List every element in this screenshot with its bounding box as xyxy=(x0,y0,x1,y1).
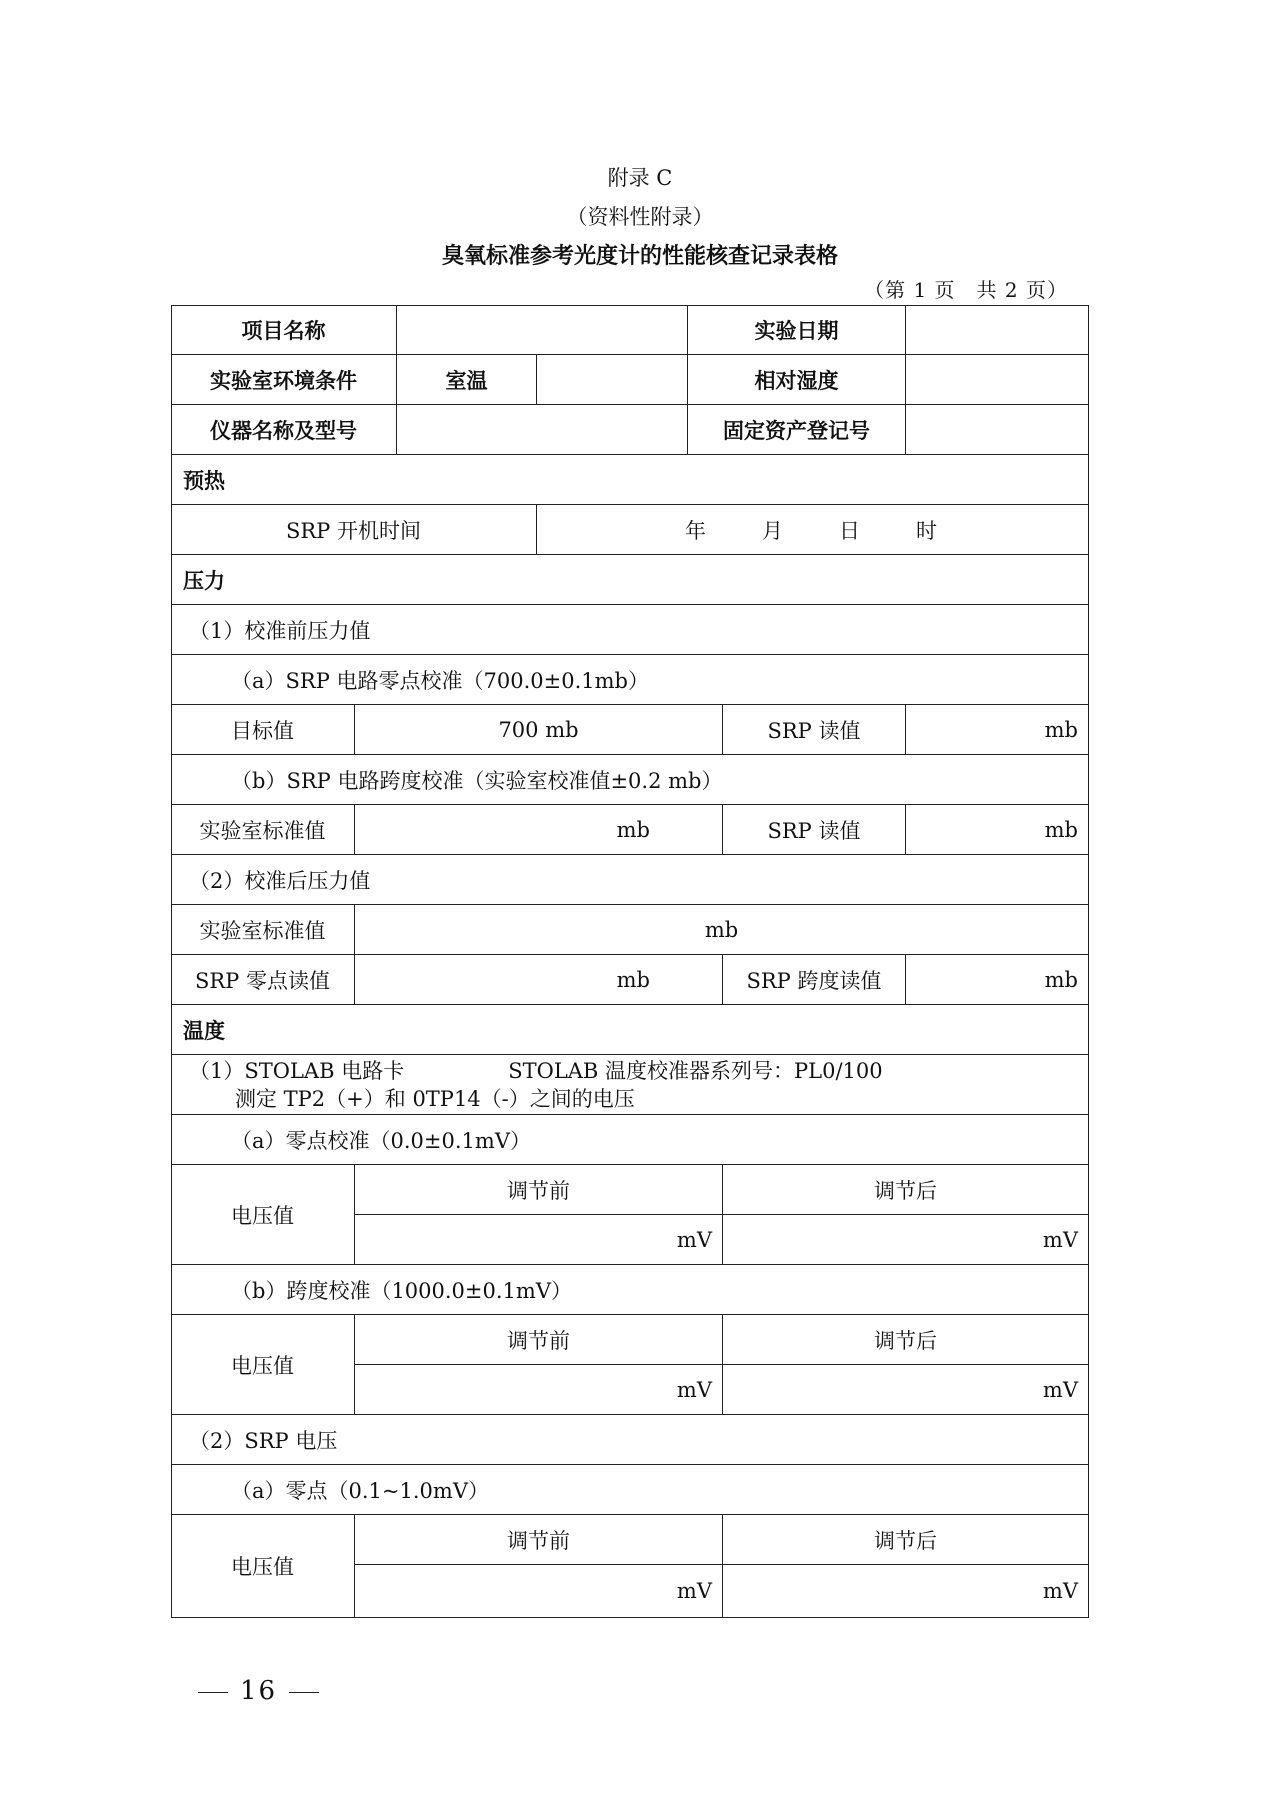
appendix-label: 附录 C xyxy=(607,166,673,190)
voltage-label-2: 电压值 xyxy=(171,1315,355,1415)
before-adjust-label: 调节前 xyxy=(355,1165,723,1215)
after-adjust-label-2: 调节后 xyxy=(723,1315,1089,1365)
target-label: 目标值 xyxy=(171,705,355,755)
after-adjust-field-3[interactable]: mV xyxy=(723,1565,1089,1618)
srp-span-reading-field[interactable]: mb xyxy=(906,955,1089,1005)
page-number-text: 16 xyxy=(240,1676,278,1706)
srp-start-label: SRP 开机时间 xyxy=(171,505,537,555)
lab-std-field[interactable]: mb xyxy=(355,805,723,855)
after-adjust-field-2[interactable]: mV xyxy=(723,1365,1089,1415)
preheat-section: 预热 xyxy=(171,455,1089,505)
humidity-label: 相对湿度 xyxy=(688,355,906,405)
record-form-table xyxy=(171,305,1089,1618)
before-adjust-label-3: 调节前 xyxy=(355,1515,723,1565)
instrument-field[interactable] xyxy=(397,405,688,455)
asset-no-field[interactable] xyxy=(906,405,1089,455)
stolab-line-1 xyxy=(189,1057,883,1085)
asset-no-label: 固定资产登记号 xyxy=(688,405,906,455)
stolab-card-label: （1）STOLAB 电路卡 xyxy=(189,1058,405,1083)
after-adjust-field[interactable]: mV xyxy=(723,1215,1089,1265)
appendix-nature: （资料性附录） xyxy=(566,205,714,229)
year-label: 年 xyxy=(685,518,706,543)
hour-label: 时 xyxy=(916,518,937,543)
post-cal-pressure: （2）校准后压力值 xyxy=(171,855,1089,905)
after-adjust-label-3: 调节后 xyxy=(723,1515,1089,1565)
stolab-info xyxy=(171,1055,1089,1115)
srp-span-reading-label: SRP 跨度读值 xyxy=(723,955,906,1005)
month-label: 月 xyxy=(762,518,783,543)
test-date-label: 实验日期 xyxy=(688,305,906,355)
before-adjust-field-2[interactable]: mV xyxy=(355,1365,723,1415)
pressure-section: 压力 xyxy=(171,555,1089,605)
span-cal-mv-label: （b）跨度校准（1000.0±0.1mV） xyxy=(171,1265,1089,1315)
dash-left xyxy=(198,1692,228,1693)
stolab-serial-label: STOLAB 温度校准器系列号：PL0/100 xyxy=(508,1058,883,1083)
span-cal-label: （b）SRP 电路跨度校准（实验室校准值±0.2 mb） xyxy=(171,755,1089,805)
instrument-label: 仪器名称及型号 xyxy=(171,405,397,455)
page-number xyxy=(186,1676,331,1706)
srp-reading-label: SRP 读值 xyxy=(723,705,906,755)
srp-reading-field[interactable]: mb xyxy=(906,705,1089,755)
before-adjust-label-2: 调节前 xyxy=(355,1315,723,1365)
temperature-section: 温度 xyxy=(171,1005,1089,1055)
before-adjust-field[interactable]: mV xyxy=(355,1215,723,1265)
voltage-label: 电压值 xyxy=(171,1165,355,1265)
srp-reading-field-2[interactable]: mb xyxy=(906,805,1089,855)
document-title: 臭氧标准参考光度计的性能核查记录表格 xyxy=(441,244,838,269)
zero-cal-label: （a）SRP 电路零点校准（700.0±0.1mb） xyxy=(171,655,1089,705)
stolab-line-2: 测定 TP2（+）和 0TP14（-）之间的电压 xyxy=(235,1086,635,1111)
srp-zero-reading-field[interactable]: mb xyxy=(355,955,723,1005)
voltage-label-3: 电压值 xyxy=(171,1515,355,1618)
target-value: 700 mb xyxy=(355,705,723,755)
srp-reading-label-2: SRP 读值 xyxy=(723,805,906,855)
test-date-field[interactable] xyxy=(906,305,1089,355)
lab-env-label: 实验室环境条件 xyxy=(171,355,397,405)
after-adjust-label: 调节后 xyxy=(723,1165,1089,1215)
srp-voltage-label: （2）SRP 电压 xyxy=(171,1415,1089,1465)
day-label: 日 xyxy=(839,518,860,543)
project-name-field[interactable] xyxy=(397,305,688,355)
zero-range-label: （a）零点（0.1~1.0mV） xyxy=(171,1465,1089,1515)
zero-cal-mv-label: （a）零点校准（0.0±0.1mV） xyxy=(171,1115,1089,1165)
pre-cal-pressure: （1）校准前压力值 xyxy=(171,605,1089,655)
page-info: （第 1 页 共 2 页） xyxy=(864,278,1068,302)
project-name-label: 项目名称 xyxy=(171,305,397,355)
lab-std-label-2: 实验室标准值 xyxy=(171,905,355,955)
dash-right xyxy=(289,1692,319,1693)
room-temp-field[interactable] xyxy=(537,355,688,405)
room-temp-label: 室温 xyxy=(397,355,537,405)
srp-zero-reading-label: SRP 零点读值 xyxy=(171,955,355,1005)
lab-std-field-2[interactable]: mb xyxy=(355,905,1089,955)
lab-std-label: 实验室标准值 xyxy=(171,805,355,855)
humidity-field[interactable] xyxy=(906,355,1089,405)
before-adjust-field-3[interactable]: mV xyxy=(355,1565,723,1618)
srp-start-field[interactable] xyxy=(537,505,1089,555)
